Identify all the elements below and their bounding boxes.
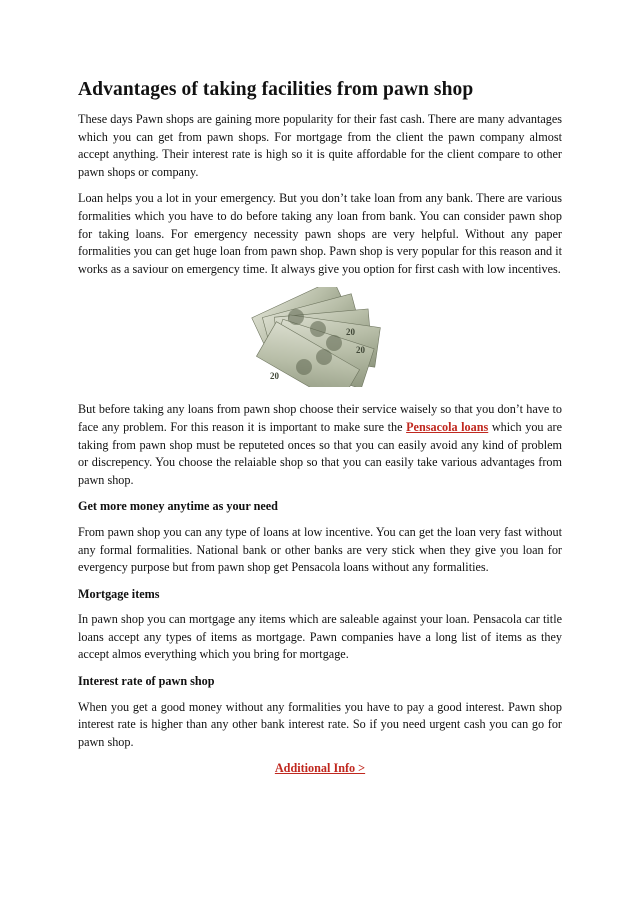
- paragraph-choose-service: [78, 401, 562, 489]
- paragraph-mortgage-items: In pawn shop you can mortgage any items which are saleable against your loan. Pensacola car title loans accept any types of items as mortgage. Pawn companies have a long list of items as they accept almos everything which you bring for mortgage.: [78, 612, 562, 662]
- paragraph-more-money: From pawn shop you can any type of loans at low incentive. You can get the loan very fast without any formal formalities. National bank or other banks are very stick when they give you loan for evergency purpose but from pawn shop get Pensacola loans without any formalities.: [78, 524, 562, 575]
- pensacola-loans-link[interactable]: Pensacola loans: [406, 419, 489, 434]
- heading-interest-rate: Interest rate of pawn shop: [78, 674, 215, 689]
- paragraph-emergency: Loan helps you a lot in your emergency. But you don’t take loan from any bank. There are various formalities which you have to do before taking any loan from bank. You can consider pawn shop for taking loans. For emergency necessity pawn shops are very helpful. Without any paper formalities you can get huge loan from pawn shop. Pawn shop is very popular for this reason and it works as a saviour on emergency time. It always give you option for first cash with low incentives.: [78, 191, 562, 276]
- paragraph-text-before-link: But before taking any loans from pawn shop choose their service waisely so that you don’t have to face any problem. For this reason it is important to make sure the: [78, 402, 562, 434]
- money-bills-image: [246, 287, 394, 387]
- additional-info-link[interactable]: Additional Info >: [274, 761, 366, 776]
- document-page: [78, 78, 562, 778]
- document-title: Advantages of taking facilities from pawn shop: [78, 79, 474, 100]
- paragraph-text-after-link: which you are taking from pawn shop must be reputeted onces so that you can easily avoid any kind of problem or discrepency. You choose the relaiable shop so that you can easily take various advantages from pawn shop.: [78, 419, 563, 487]
- svg-text:20: 20: [356, 345, 365, 356]
- svg-text:20: 20: [270, 371, 279, 382]
- paragraph-interest-rate: When you get a good money without any formalities you have to pay a good interest. Pawn shop interest rate is higher than any other bank interest rate. So if you need urgent cash you can go for pawn shop.: [78, 699, 562, 749]
- paragraph-intro: These days Pawn shops are gaining more popularity for their fast cash. There are many advantages which you can get from pawn shops. For mortgage from the client the pawn company almost accept anything. Their interest rate is high so it is quite affordable for the client compare to other pawn shops or company.: [78, 112, 562, 179]
- heading-more-money: Get more money anytime as your need: [78, 499, 278, 514]
- footer-link-container: [78, 760, 562, 778]
- heading-mortgage-items: Mortgage items: [78, 586, 160, 601]
- svg-text:20: 20: [346, 327, 355, 338]
